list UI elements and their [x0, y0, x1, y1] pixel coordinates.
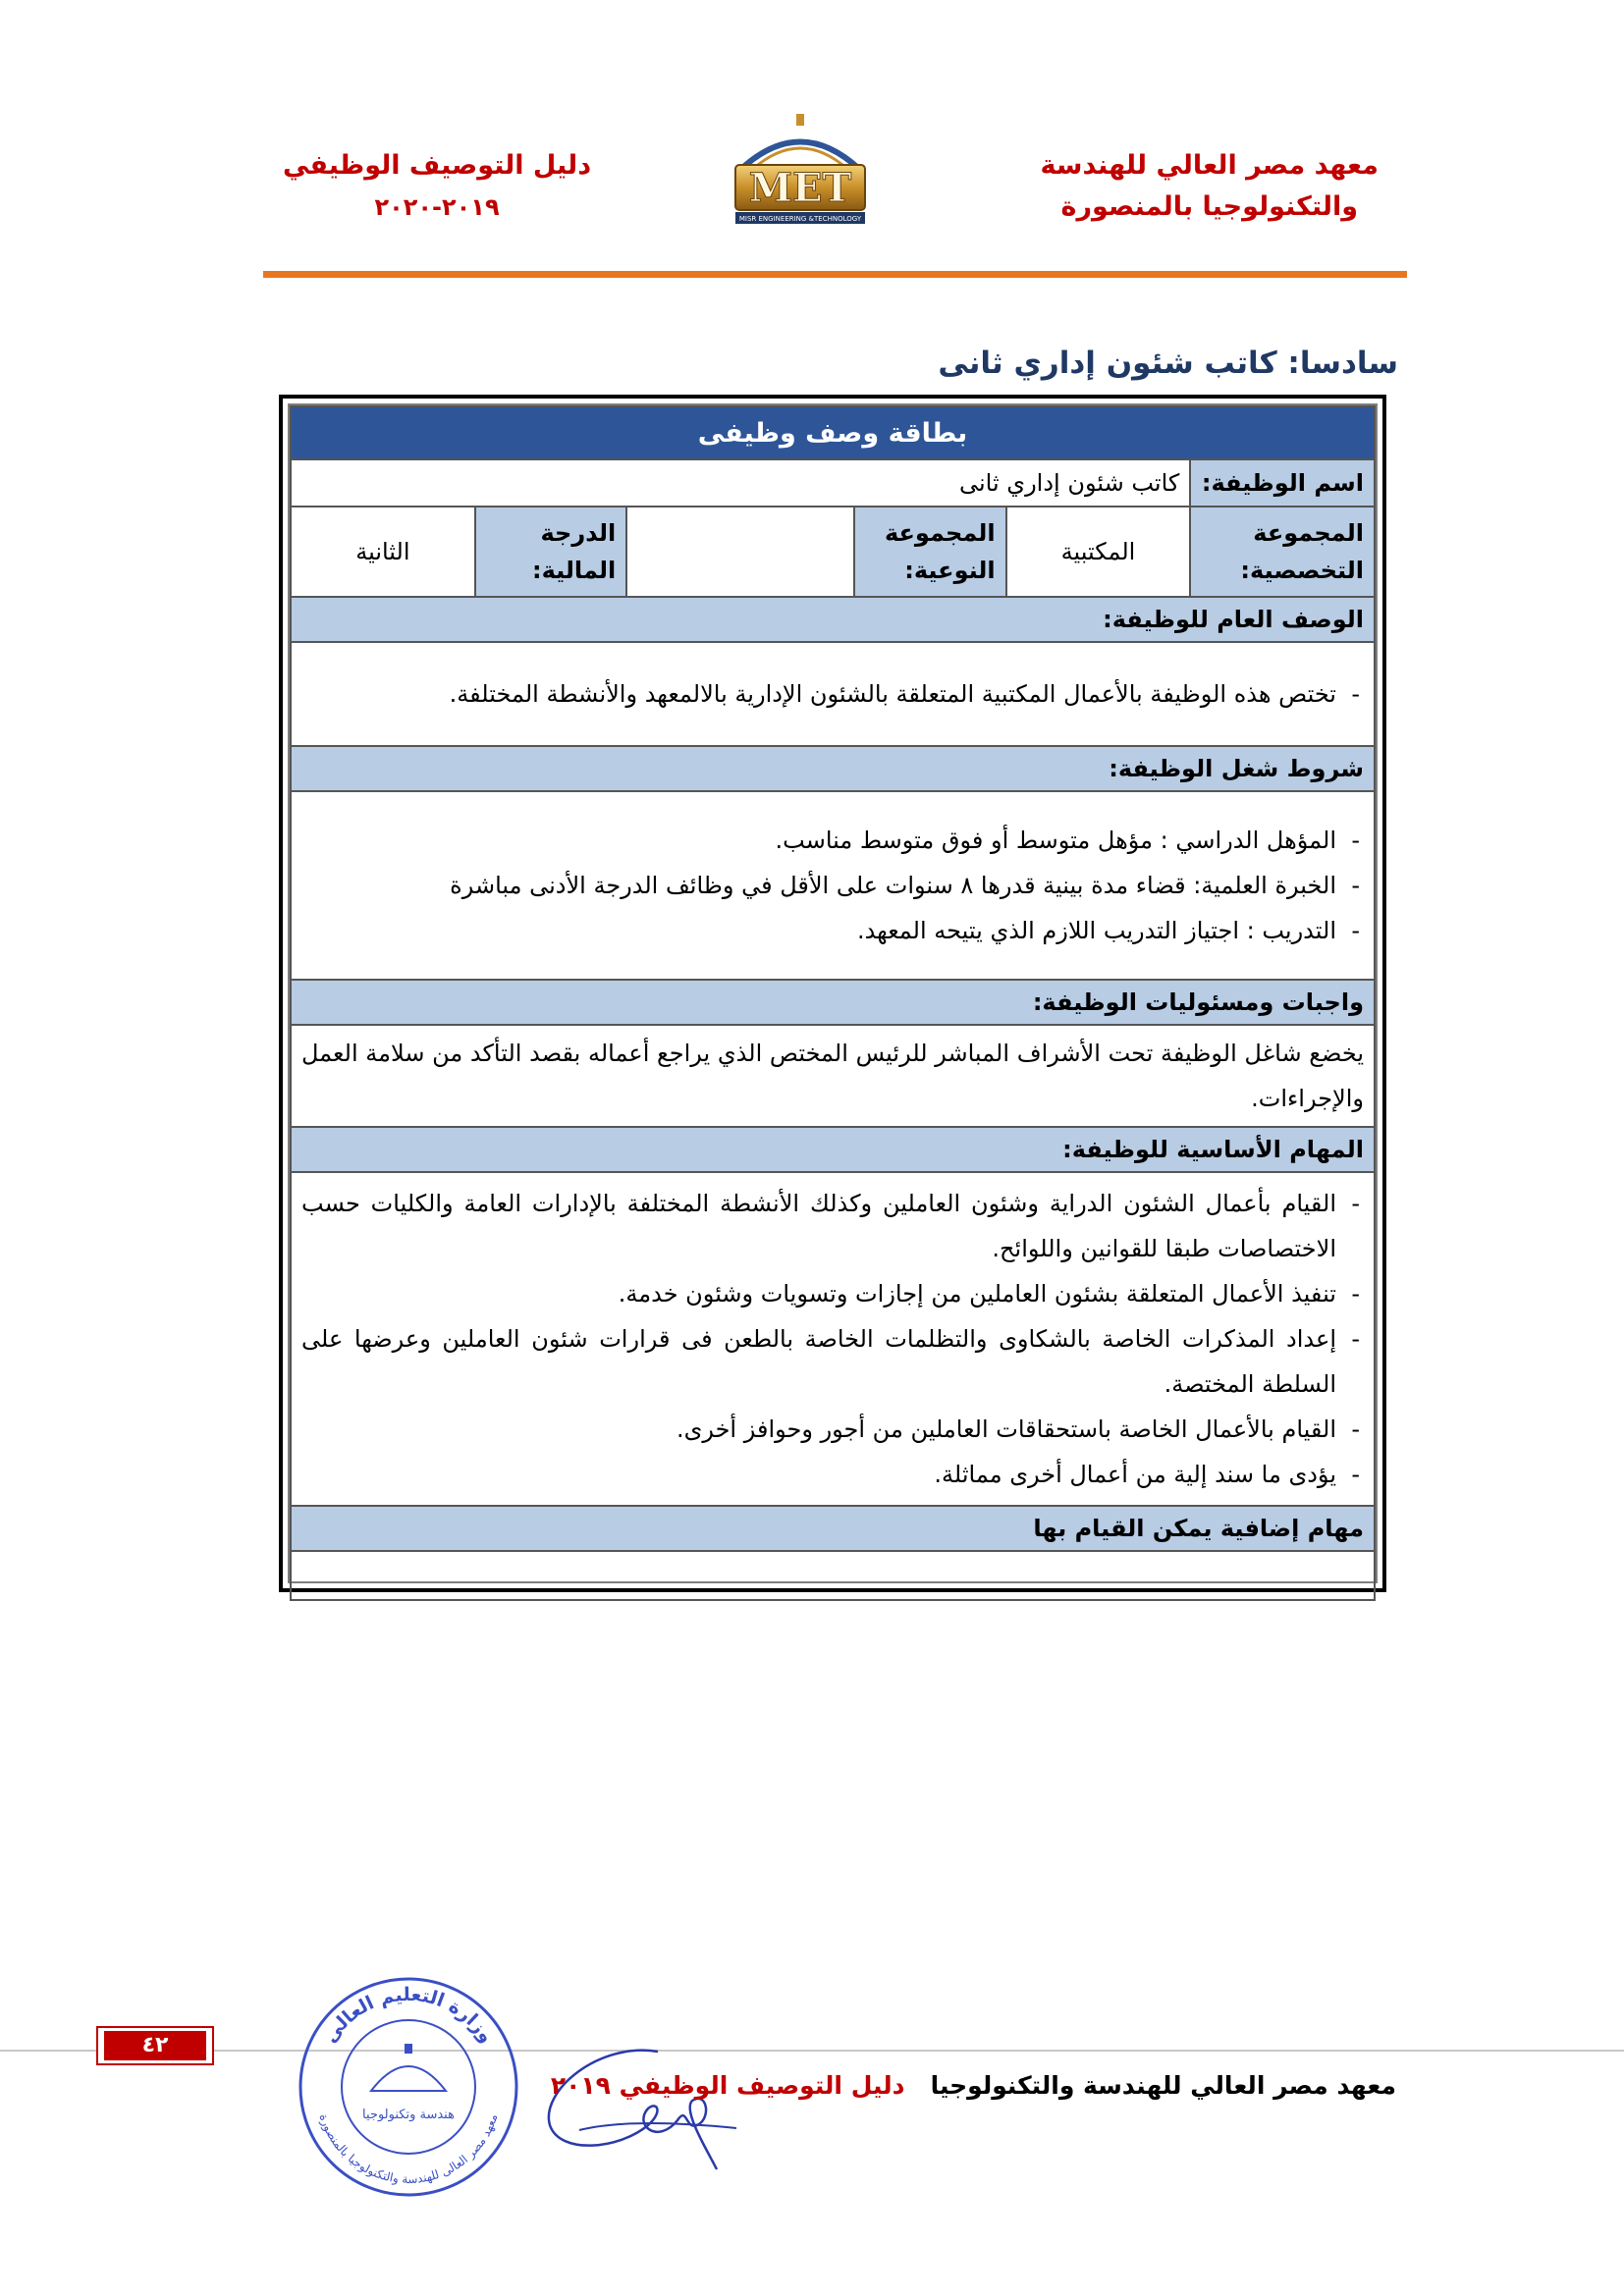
svg-text:وزارة التعليم العالى	[319, 1984, 498, 2047]
tasks-body	[291, 1172, 1375, 1506]
footer-institute: معهد مصر العالي للهندسة والتكنولوجيا	[930, 2071, 1396, 2100]
official-seal	[295, 1973, 522, 2201]
guide-heading	[283, 145, 591, 228]
task-item: - إعداد المذكرات الخاصة بالشكاوى والتظلمات الخاصة بالطعن فى قرارات شئون العاملين وعرضها على السلطة المختصة.	[301, 1316, 1364, 1407]
task-item: - يؤدى ما سند إلية من أعمال أخرى مماثلة.	[301, 1452, 1364, 1497]
conditions-label: شروط شغل الوظيفة:	[291, 746, 1375, 791]
duties-label: واجبات ومسئوليات الوظيفة:	[291, 980, 1375, 1025]
logo-text: MET	[748, 165, 852, 211]
guide-title: دليل التوصيف الوظيفي	[283, 150, 592, 181]
card-title: بطاقة وصف وظيفى	[291, 406, 1375, 459]
conditions-body	[291, 791, 1375, 980]
section-title: سادسا: كاتب شئون إداري ثانى	[938, 346, 1398, 381]
institute-name	[1041, 145, 1379, 228]
group-value: المكتبية	[1006, 507, 1191, 597]
group-label: المجموعة التخصصية:	[1190, 507, 1375, 597]
task-item: - تنفيذ الأعمال المتعلقة بشئون العاملين من إجازات وتسويات وشئون خدمة.	[301, 1271, 1364, 1316]
seal-bottom-text: معهد مصر العالى للهندسة والتكنولوجيا بالمنصورة	[316, 2111, 501, 2187]
task-item: - القيام بالأعمال الخاصة باستحقاقات العاملين من أجور وحوافز أخرى.	[301, 1407, 1364, 1452]
grade-label: الدرجة المالية:	[475, 507, 627, 597]
job-name-label: اسم الوظيفة:	[1190, 459, 1375, 507]
general-desc-body	[291, 642, 1375, 746]
extra-label: مهام إضافية يمكن القيام بها	[291, 1506, 1375, 1551]
extra-body	[291, 1551, 1375, 1600]
duties-text: يخضع شاغل الوظيفة تحت الأشراف المباشر للرئيس المختص الذي يراجع أعماله بقصد التأكد من سلامة العمل والإجراءات.	[291, 1025, 1375, 1127]
job-table	[290, 405, 1376, 1601]
footer-guide: دليل التوصيف الوظيفي ٢٠١٩	[550, 2071, 905, 2100]
logo-subtext: MISR ENGINEERING &TECHNOLOGY	[738, 215, 862, 223]
footer-text	[551, 2071, 1396, 2100]
met-logo	[722, 110, 879, 228]
task-item: - القيام بأعمال الشئون الدراية وشئون العاملين وكذلك الأنشطة المختلفة بالإدارات العامة والكليات حسب الاختصاصات طبقا للقوانين واللوائح.	[301, 1181, 1364, 1271]
grade-value: الثانية	[291, 507, 475, 597]
page-number: ٤٢	[104, 2031, 206, 2060]
general-desc-label: الوصف العام للوظيفة:	[291, 597, 1375, 642]
condition-item: - التدريب : اجتياز التدريب اللازم الذي يتيحه المعهد.	[301, 908, 1364, 953]
institute-line-2: والتكنولوجيا بالمنصورة	[1060, 191, 1359, 222]
tasks-label: المهام الأساسية للوظيفة:	[291, 1127, 1375, 1172]
type-group-value	[626, 507, 854, 597]
condition-item: - الخبرة العلمية: قضاء مدة بينية قدرها ٨ سنوات على الأقل في وظائف الدرجة الأدنى مباشرة	[301, 863, 1364, 908]
footer-divider	[0, 2050, 1624, 2052]
condition-item: - المؤهل الدراسي : مؤهل متوسط أو فوق متوسط مناسب.	[301, 818, 1364, 863]
signature	[511, 2032, 746, 2179]
seal-center-text: هندسة وتكنولوجيا	[362, 2108, 455, 2122]
header-divider	[263, 271, 1407, 278]
institute-line-1: معهد مصر العالي للهندسة	[1040, 150, 1379, 181]
guide-years: ٢٠١٩-٢٠٢٠	[374, 193, 500, 221]
general-desc-item: - تختص هذه الوظيفة بالأعمال المكتبية المتعلقة بالشئون الإدارية بالالمعهد والأنشطة المختلفة.	[301, 671, 1364, 717]
job-card	[279, 395, 1386, 1592]
job-name-value: كاتب شئون إداري ثانى	[291, 459, 1190, 507]
seal-top-text: وزارة التعليم العالى	[319, 1983, 498, 2048]
type-group-label: المجموعة النوعية:	[854, 507, 1006, 597]
